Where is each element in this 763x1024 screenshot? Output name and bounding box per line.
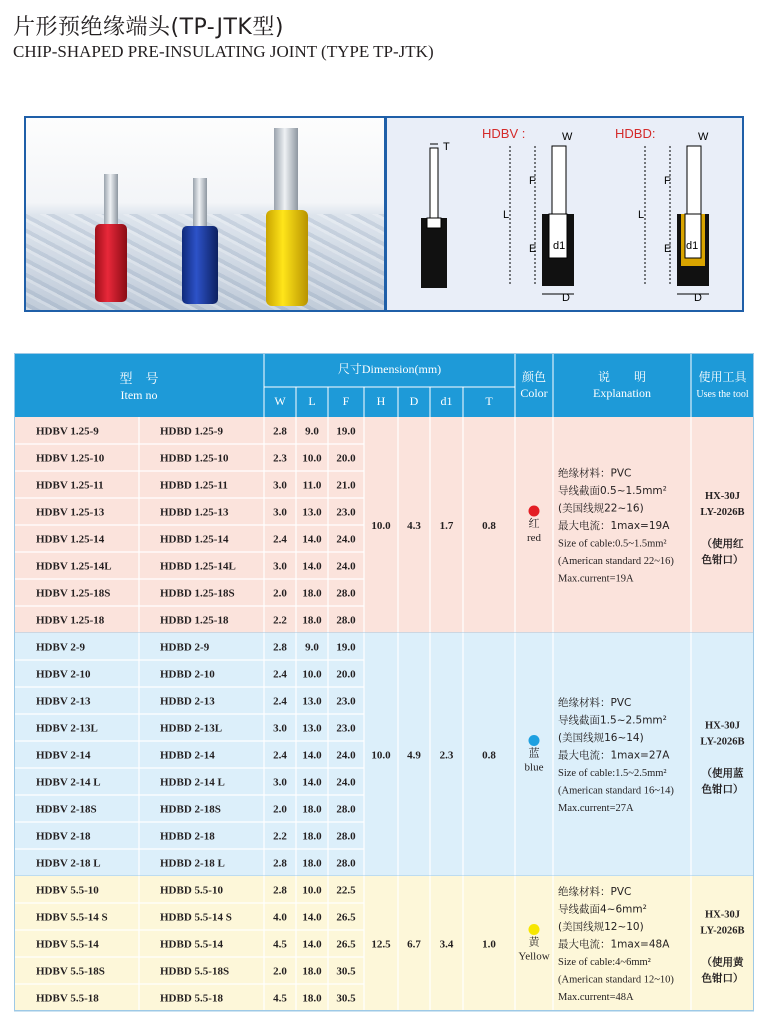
row-model-hdbv: HDBV 1.25-18S	[36, 587, 111, 600]
row-w: 2.3	[273, 452, 287, 465]
row-w: 2.8	[273, 884, 287, 897]
group-expl-line: 绝缘材料：PVC	[558, 467, 632, 480]
row-model-hdbv: HDBV 2-13L	[36, 722, 98, 735]
row-model-hdbd: HDBD 2-18S	[160, 803, 221, 816]
drawing-hdbv	[482, 126, 574, 304]
group-d: 4.3	[407, 520, 421, 532]
row-model-hdbv: HDBV 1.25-11	[36, 479, 104, 492]
group-h: 10.0	[371, 520, 391, 532]
group-expl-line: (美国线规16~14)	[558, 732, 644, 744]
group-expl-line: Max.current=48A	[558, 992, 634, 1003]
row-f: 22.5	[336, 884, 356, 897]
hdbd-dim-l: L	[638, 209, 645, 221]
group-expl-line: 导线截面1.5~2.5mm²	[558, 714, 667, 727]
hero-panel	[24, 116, 744, 312]
group-d1: 1.7	[439, 520, 454, 532]
group-color-en: blue	[524, 761, 544, 774]
row-model-hdbd: HDBD 2-10	[160, 668, 215, 681]
row-model-hdbv: HDBV 1.25-18	[36, 614, 105, 627]
group-expl-line: Size of cable:1.5~2.5mm²	[558, 768, 667, 779]
group-color-en: Yellow	[518, 950, 550, 963]
header-col-T: T	[485, 394, 493, 408]
row-f: 23.0	[336, 695, 356, 708]
group-d: 4.9	[407, 749, 421, 762]
row-w: 3.0	[273, 722, 287, 735]
row-model-hdbv: HDBV 1.25-10	[36, 452, 105, 465]
row-model-hdbv: HDBV 2-18	[36, 830, 91, 843]
group-h: 10.0	[371, 749, 391, 762]
color-dot-yellow	[529, 924, 540, 935]
row-w: 2.4	[273, 749, 287, 762]
row-f: 23.0	[336, 722, 356, 735]
row-model-hdbd: HDBD 2-18	[160, 830, 215, 843]
row-model-hdbd: HDBD 1.25-13	[160, 506, 229, 519]
group-expl-line: Max.current=19A	[558, 573, 634, 585]
row-l: 9.0	[305, 425, 319, 438]
group-expl-line: 最大电流：1max=27A	[558, 749, 670, 762]
hdbv-dim-f: F	[529, 175, 536, 187]
group-tool-line: （使用黄	[701, 956, 744, 969]
header-expl-cn: 说 明	[597, 370, 647, 384]
header-model-cn: 型 号	[119, 372, 159, 387]
row-l: 11.0	[302, 479, 322, 492]
group-expl-line: (美国线规22~16)	[558, 502, 644, 515]
row-l: 14.0	[302, 911, 322, 924]
row-f: 20.0	[336, 668, 356, 681]
row-w: 3.0	[273, 560, 287, 573]
group-tool-line: LY-2026B	[700, 925, 745, 937]
row-model-hdbd: HDBD 5.5-14	[160, 938, 223, 951]
row-f: 19.0	[336, 641, 356, 654]
row-model-hdbd: HDBD 2-14	[160, 749, 215, 762]
row-l: 13.0	[302, 506, 322, 519]
row-l: 18.0	[302, 587, 322, 600]
row-l: 9.0	[305, 641, 319, 654]
hdbd-dim-d: D	[694, 292, 702, 304]
hdbd-dim-e: E	[664, 243, 672, 255]
hdbv-label: HDBV :	[482, 126, 526, 141]
row-model-hdbd: HDBD 2-13L	[160, 722, 223, 735]
header-col-F: F	[342, 394, 350, 408]
group-t: 1.0	[482, 938, 496, 951]
row-l: 13.0	[302, 695, 322, 708]
color-dot-red	[529, 506, 540, 517]
row-w: 2.0	[273, 803, 287, 816]
header-tool-en: Uses the tool	[696, 389, 749, 400]
hdbd-dim-f: F	[664, 175, 671, 187]
row-f: 28.0	[336, 857, 356, 870]
row-model-hdbd: HDBD 5.5-14 S	[160, 911, 232, 924]
row-l: 14.0	[302, 560, 322, 573]
group-expl-line: Max.current=27A	[558, 803, 634, 814]
group-tool-line: HX-30J	[705, 720, 740, 732]
row-w: 2.8	[273, 641, 287, 654]
group-h: 12.5	[371, 938, 391, 951]
row-w: 2.0	[273, 587, 287, 600]
row-model-hdbv: HDBV 1.25-14	[36, 533, 105, 546]
hdbd-label: HDBD:	[615, 126, 656, 141]
group-color-cn: 黄	[528, 935, 540, 949]
group-t: 0.8	[482, 749, 496, 762]
header-model-en: Item no	[120, 388, 158, 402]
dim-t-label: T	[443, 141, 450, 153]
group-tool-line: LY-2026B	[700, 736, 745, 748]
row-f: 30.5	[336, 965, 356, 978]
hdbv-dim-l: L	[503, 209, 510, 221]
row-model-hdbv: HDBV 5.5-18	[36, 992, 99, 1005]
group-expl-line: (American standard 16~14)	[558, 785, 674, 797]
header-expl-en: Explanation	[593, 386, 651, 400]
group-expl-line: Size of cable:0.5~1.5mm²	[558, 538, 667, 550]
row-l: 10.0	[302, 452, 322, 465]
header-dimension: 尺寸Dimension(mm)	[337, 362, 442, 376]
row-w: 3.0	[273, 776, 287, 789]
group-color-cn: 红	[528, 517, 540, 530]
row-model-hdbd: HDBD 5.5-10	[160, 884, 223, 897]
row-model-hdbv: HDBV 2-13	[36, 695, 91, 708]
row-f: 24.0	[336, 533, 356, 546]
row-f: 24.0	[336, 749, 356, 762]
row-model-hdbv: HDBV 1.25-13	[36, 506, 105, 519]
yellow-terminal	[266, 128, 308, 306]
group-tool-line: HX-30J	[705, 909, 740, 921]
drawing-hdbd	[615, 126, 709, 304]
row-w: 2.4	[273, 668, 287, 681]
row-l: 18.0	[302, 614, 322, 627]
row-model-hdbd: HDBD 1.25-18	[160, 614, 229, 627]
group-expl-line: 绝缘材料：PVC	[558, 697, 632, 709]
row-l: 14.0	[302, 776, 322, 789]
row-w: 2.8	[273, 425, 287, 438]
row-w: 2.8	[273, 857, 287, 870]
row-f: 28.0	[336, 587, 356, 600]
row-f: 30.5	[336, 992, 356, 1005]
spec-table-svg	[14, 353, 754, 1013]
hdbv-dim-d1: d1	[553, 240, 566, 252]
group-tool-line: （使用红	[701, 538, 744, 550]
terminal-photo-shapes	[26, 118, 384, 310]
row-model-hdbv: HDBV 2-14	[36, 749, 91, 762]
group-expl-line: 最大电流：1max=19A	[558, 520, 670, 532]
row-model-hdbv: HDBV 1.25-14L	[36, 560, 112, 573]
row-l: 10.0	[302, 668, 322, 681]
hdbv-dim-e: E	[529, 243, 537, 255]
hdbd-dim-d1: d1	[686, 240, 699, 252]
row-model-hdbv: HDBV 5.5-14	[36, 938, 99, 951]
blue-terminal	[182, 178, 218, 304]
header-col-d1: d1	[440, 394, 453, 408]
row-l: 18.0	[302, 830, 322, 843]
row-l: 14.0	[302, 749, 322, 762]
row-model-hdbd: HDBD 2-13	[160, 695, 215, 708]
row-w: 2.2	[273, 614, 287, 627]
row-l: 18.0	[302, 803, 322, 816]
spec-table	[14, 353, 754, 1013]
row-f: 26.5	[336, 911, 356, 924]
row-model-hdbd: HDBD 1.25-9	[160, 425, 223, 438]
row-l: 10.0	[302, 884, 322, 897]
group-tool-line: 色钳口）	[701, 972, 744, 985]
row-model-hdbv: HDBV 2-14 L	[36, 776, 101, 789]
row-w: 2.4	[273, 533, 287, 546]
row-model-hdbd: HDBD 2-14 L	[160, 776, 225, 789]
row-w: 4.0	[273, 911, 287, 924]
red-terminal	[95, 174, 127, 302]
row-l: 18.0	[302, 965, 322, 978]
group-color-en: red	[526, 532, 542, 544]
header-col-L: L	[308, 394, 316, 408]
color-dot-blue	[529, 735, 540, 746]
row-f: 20.0	[336, 452, 356, 465]
group-expl-line: 导线截面0.5~1.5mm²	[558, 485, 667, 497]
group-expl-line: (American standard 22~16)	[558, 556, 674, 567]
hdbd-dim-w: W	[698, 131, 709, 143]
row-w: 3.0	[273, 506, 287, 519]
group-expl-line: (美国线规12~10)	[558, 921, 644, 933]
dimension-drawing	[387, 118, 742, 310]
row-f: 21.0	[336, 479, 356, 492]
header-col-W: W	[274, 394, 286, 408]
row-model-hdbv: HDBV 5.5-10	[36, 884, 99, 897]
row-model-hdbd: HDBD 1.25-10	[160, 452, 229, 465]
row-w: 3.0	[273, 479, 287, 492]
page-title-cn: 片形预绝缘端头(TP-JTK型)	[13, 15, 284, 40]
row-model-hdbd: HDBD 1.25-14	[160, 533, 229, 546]
row-model-hdbd: HDBD 1.25-18S	[160, 587, 235, 600]
row-model-hdbv: HDBV 2-10	[36, 668, 91, 681]
row-l: 13.0	[302, 722, 322, 735]
header-color-en: Color	[520, 386, 548, 400]
group-expl-line: (American standard 12~10)	[558, 974, 674, 986]
header-color-cn: 颜色	[521, 370, 547, 384]
group-tool-line: LY-2026B	[700, 507, 745, 518]
hdbv-dim-w: W	[562, 131, 573, 143]
header-col-H: H	[376, 394, 386, 408]
group-color-cn: 蓝	[528, 746, 540, 760]
group-d1: 2.3	[439, 749, 454, 762]
row-model-hdbd: HDBD 1.25-11	[160, 479, 228, 492]
group-expl-line: 最大电流：1max=48A	[558, 938, 670, 951]
page-title-en: CHIP-SHAPED PRE-INSULATING JOINT (TYPE TP-JTK)	[13, 42, 434, 61]
group-d: 6.7	[407, 938, 421, 951]
row-f: 28.0	[336, 830, 356, 843]
hdbv-dim-d: D	[562, 292, 570, 304]
row-model-hdbd: HDBD 5.5-18	[160, 992, 223, 1005]
row-f: 28.0	[336, 803, 356, 816]
drawing-t-terminal	[421, 141, 450, 288]
group-expl-line: 绝缘材料：PVC	[558, 886, 632, 898]
group-tool-line: 色钳口）	[701, 554, 744, 566]
row-model-hdbv: HDBV 2-9	[36, 641, 85, 654]
row-l: 18.0	[302, 857, 322, 870]
group-expl-line: Size of cable:4~6mm²	[558, 957, 651, 968]
row-l: 14.0	[302, 533, 322, 546]
product-photo	[26, 118, 384, 310]
group-tool-line: 色钳口）	[701, 783, 744, 796]
row-w: 4.5	[273, 992, 287, 1005]
row-f: 24.0	[336, 776, 356, 789]
row-model-hdbd: HDBD 2-18 L	[160, 857, 225, 870]
row-w: 2.2	[273, 830, 287, 843]
row-model-hdbd: HDBD 2-9	[160, 641, 210, 654]
group-tool-line: HX-30J	[705, 491, 740, 502]
row-f: 26.5	[336, 938, 356, 951]
group-d1: 3.4	[439, 938, 454, 951]
row-l: 18.0	[302, 992, 322, 1005]
row-f: 23.0	[336, 506, 356, 519]
row-model-hdbv: HDBV 5.5-18S	[36, 965, 105, 978]
row-model-hdbv: HDBV 2-18S	[36, 803, 97, 816]
row-f: 28.0	[336, 614, 356, 627]
row-model-hdbd: HDBD 5.5-18S	[160, 965, 230, 978]
header-tool-cn: 使用工具	[698, 370, 747, 384]
row-f: 24.0	[336, 560, 356, 573]
row-l: 14.0	[302, 938, 322, 951]
row-model-hdbv: HDBV 1.25-9	[36, 425, 99, 438]
group-expl-line: 导线截面4~6mm²	[558, 903, 647, 916]
row-model-hdbd: HDBD 1.25-14L	[160, 560, 236, 573]
row-w: 2.4	[273, 695, 287, 708]
header-col-D: D	[409, 394, 419, 408]
group-tool-line: （使用蓝	[701, 767, 744, 780]
row-model-hdbv: HDBV 2-18 L	[36, 857, 101, 870]
row-f: 19.0	[336, 425, 356, 438]
row-model-hdbv: HDBV 5.5-14 S	[36, 911, 108, 924]
row-w: 2.0	[273, 965, 287, 978]
row-w: 4.5	[273, 938, 287, 951]
dimension-drawing-svg	[387, 118, 742, 312]
group-t: 0.8	[482, 520, 496, 532]
